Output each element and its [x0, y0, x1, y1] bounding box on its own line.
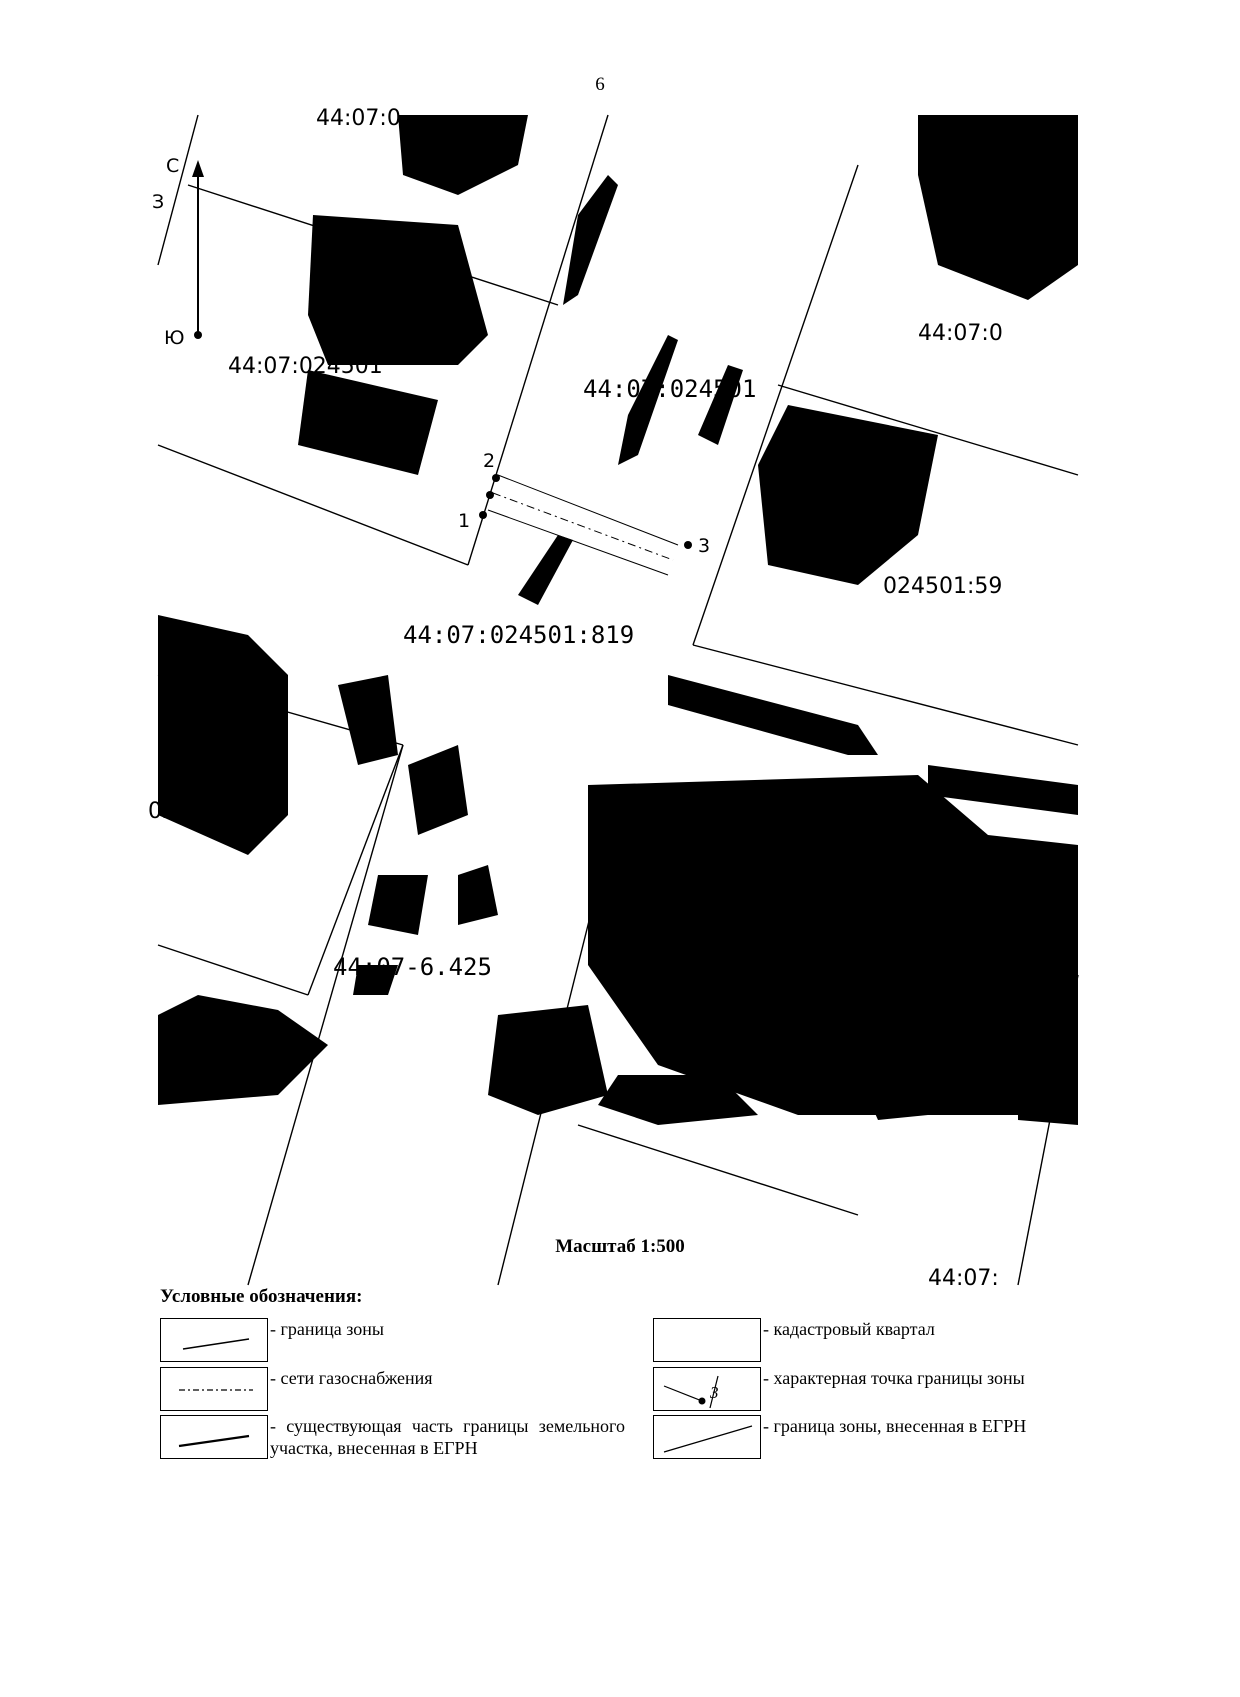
- legend-swatch-gas-network: [160, 1367, 268, 1411]
- label-street-upper: 44:07:024501: [583, 375, 757, 403]
- legend-item-parcel-boundary: - существующая часть границы земельного участка, внесенная в ЕГРН: [270, 1416, 625, 1458]
- label-bottom-right: 07:024501:645: [703, 1014, 872, 1039]
- label-bottom-edge: 44:07:: [928, 1266, 999, 1291]
- label-zone: 44:07-6.425: [333, 953, 492, 981]
- legend-item-gas-network: - сети газоснабжения: [270, 1368, 433, 1388]
- legend-swatch-characteristic-point: [653, 1367, 761, 1411]
- legend-swatch-egrn-zone-boundary: [653, 1415, 761, 1459]
- point-middle-marker: [486, 491, 494, 499]
- point-1-marker: [479, 511, 487, 519]
- label-left-middle: 024501:642: [148, 799, 282, 824]
- point-2-marker: [492, 474, 500, 482]
- label-top-center: 44:07:0: [316, 106, 401, 131]
- gas-network: [488, 475, 678, 575]
- south-label: Ю: [164, 327, 185, 349]
- legend-item-zone-boundary: - граница зоны: [270, 1319, 384, 1339]
- point-2-label: 2: [483, 450, 496, 472]
- label-top-right: 44:07:0: [918, 321, 1003, 346]
- label-left-building: 44:07:024501: [228, 354, 383, 379]
- legend-item-characteristic-point: - характерная точка границы зоны: [763, 1368, 1025, 1388]
- north-label: С: [166, 155, 180, 177]
- point-1-label: 1: [458, 510, 471, 532]
- cadastral-map: [148, 106, 1078, 1291]
- map-drawing: [148, 106, 1078, 1291]
- map-buildings: [158, 115, 1078, 1125]
- legend-swatch-cadastral-quarter: [653, 1318, 761, 1362]
- point-3-label: 3: [698, 535, 711, 557]
- legend-swatch-parcel-boundary: [160, 1415, 268, 1459]
- legend-sample-point-label: 3: [710, 1383, 719, 1402]
- legend-title: Условные обозначения:: [160, 1286, 363, 1307]
- point-3-marker: [684, 541, 692, 549]
- label-road-center: 44:07:024501:819: [403, 621, 635, 649]
- map-scale: Масштаб 1:500: [555, 1236, 685, 1257]
- west-fragment-label: З: [152, 191, 165, 213]
- legend-item-egrn-zone-boundary: - граница зоны, внесенная в ЕГРН: [763, 1416, 1027, 1436]
- page-number: 6: [595, 74, 605, 95]
- legend-item-cadastral-quarter: - кадастровый квартал: [763, 1319, 935, 1339]
- label-right-middle: 024501:59: [883, 574, 1003, 599]
- legend-swatch-zone-boundary: [160, 1318, 268, 1362]
